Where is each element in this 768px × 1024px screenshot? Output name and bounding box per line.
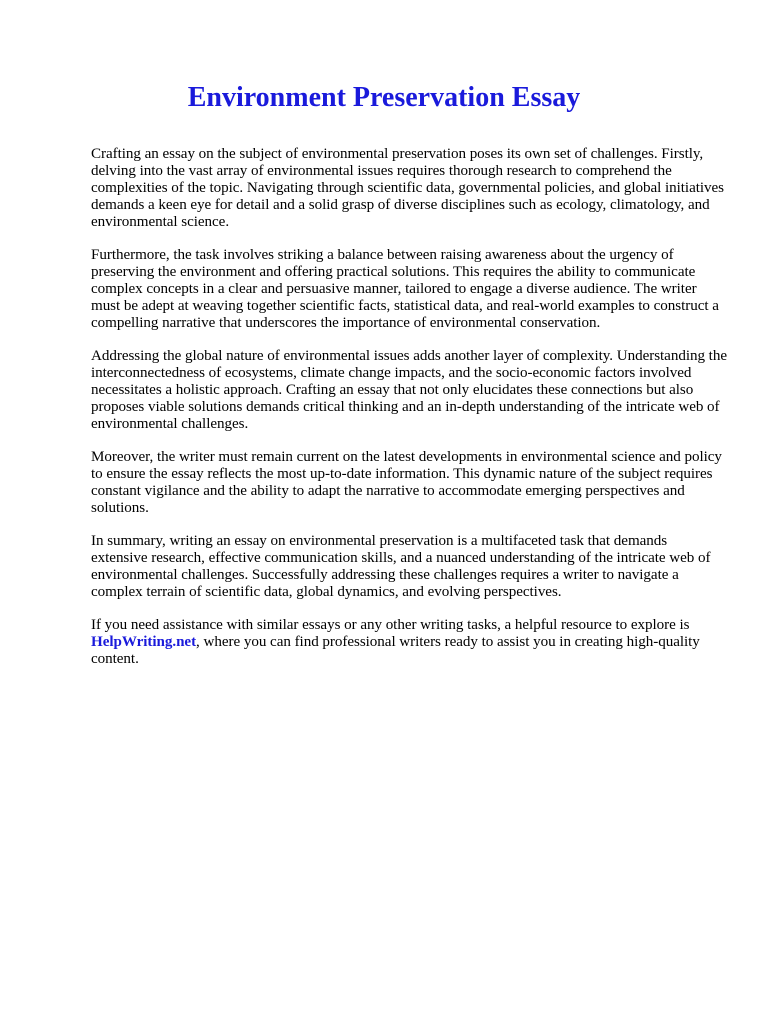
paragraph-4: Moreover, the writer must remain current on the latest developments in environmental science and policy to ensure the essay reflects the most up-to-date information. This dynamic nature of the subject requires constant vigilance and the ability to adapt the narrative to accommodate emerging perspectives and solutions. <box>91 448 722 517</box>
essay-body <box>91 146 727 683</box>
helpwriting-link[interactable]: HelpWriting.net <box>91 633 197 650</box>
closing-text-after-link: , where you can find professional writers ready to assist you in creating high-quality content. <box>91 633 700 667</box>
paragraph-2: Furthermore, the task involves striking a balance between raising awareness about the urgency of preserving the environment and offering practical solutions. This requires the ability to communicate complex concepts in a clear and persuasive manner, tailored to engage a diverse audience. The writer must be adept at weaving together scientific facts, statistical data, and real-world examples to construct a compelling narrative that underscores the importance of environmental conservation. <box>91 246 719 332</box>
paragraph-5: In summary, writing an essay on environmental preservation is a multifaceted task that demands extensive research, effective communication skills, and a nuanced understanding of the intricate web of environmental challenges. Successfully addressing these challenges requires a writer to navigate a complex terrain of scientific data, global dynamics, and evolving perspectives. <box>91 532 711 601</box>
closing-paragraph <box>91 617 727 668</box>
closing-text-before-link: If you need assistance with similar essays or any other writing tasks, a helpful resource to explore is <box>91 616 690 633</box>
paragraph-1: Crafting an essay on the subject of environmental preservation poses its own set of challenges. Firstly, delving into the vast array of environmental issues requires thorough research to comprehend the complexities of the topic. Navigating through scientific data, governmental policies, and global initiatives demands a keen eye for detail and a solid grasp of diverse disciplines such as ecology, climatology, and environmental science. <box>91 146 724 231</box>
paragraph-3: Addressing the global nature of environmental issues adds another layer of complexity. Understanding the interconnectedness of ecosystems, climate change impacts, and the socio-economic factors involved necessitates a holistic approach. Crafting an essay that not only elucidates these connections but also proposes viable solutions demands critical thinking and an in-depth understanding of the intricate web of environmental challenges. <box>91 347 727 433</box>
page-title: Environment Preservation Essay <box>187 82 581 113</box>
